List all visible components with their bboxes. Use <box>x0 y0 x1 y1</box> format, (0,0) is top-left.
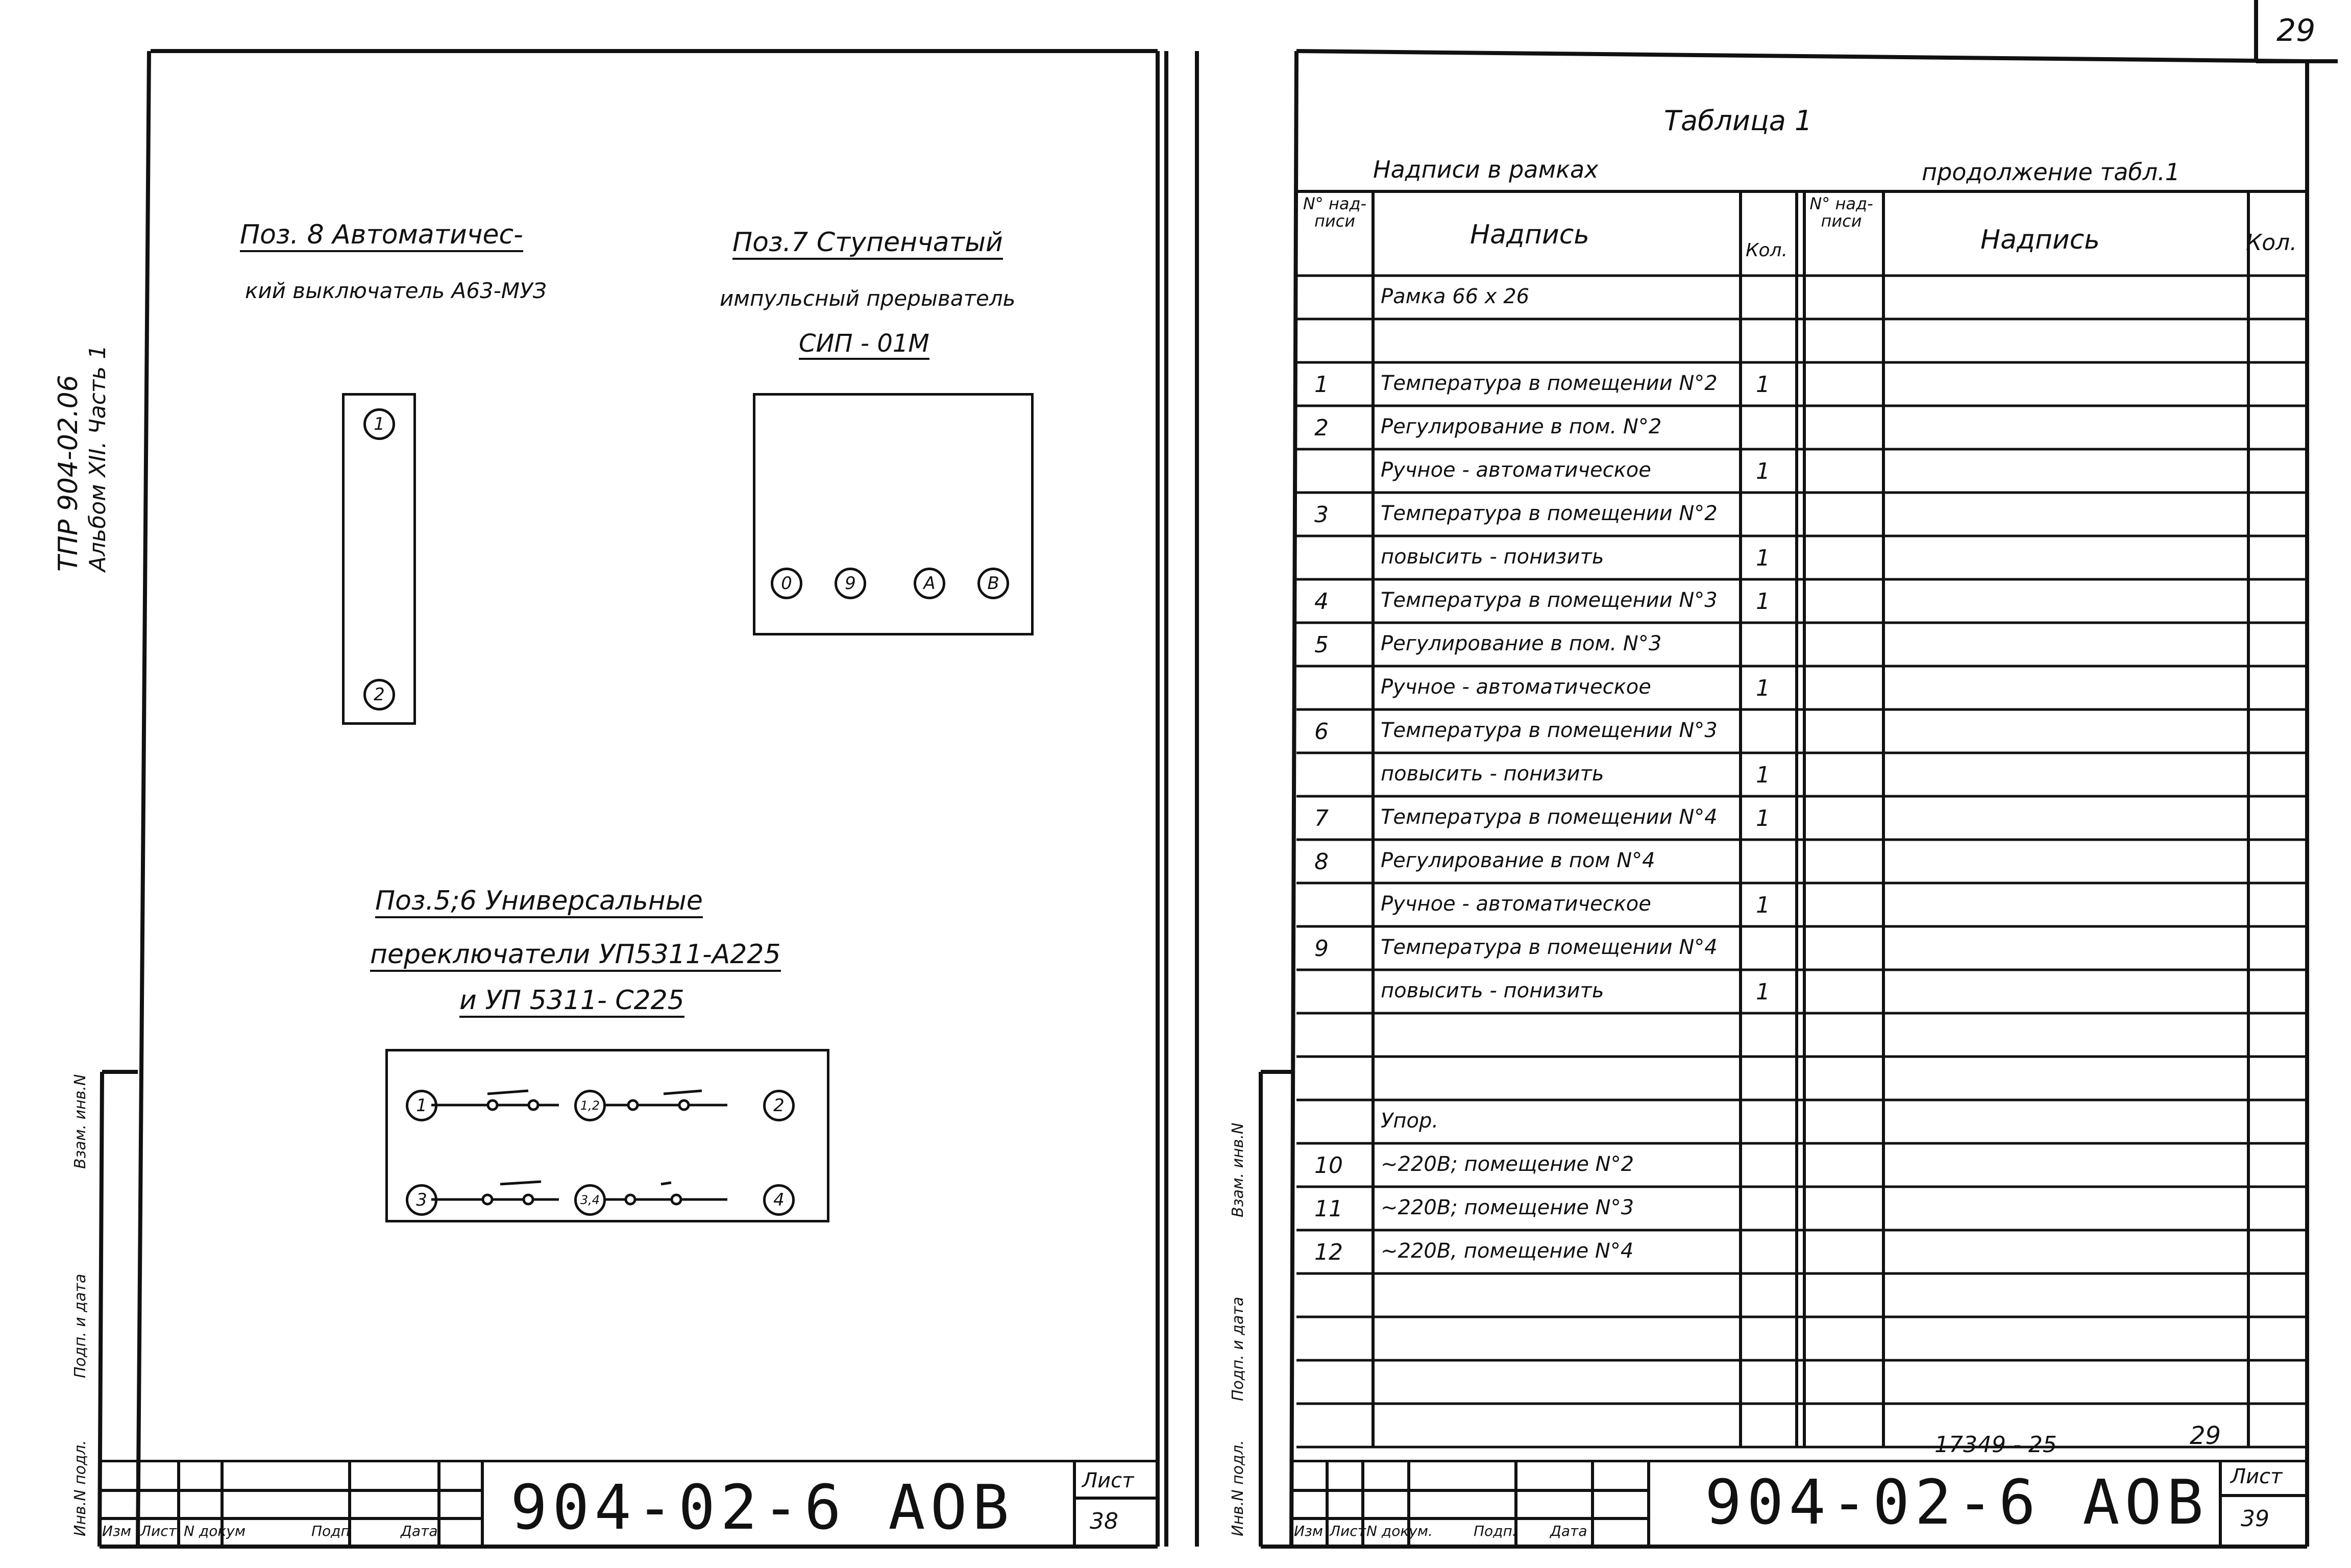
left-side-label-1: Взам. инв.N <box>71 1074 89 1169</box>
table-row-qty: 1 <box>1756 979 1770 1005</box>
right-stamp-h-izm: Изм <box>1294 1523 1323 1539</box>
table-row-no: 2 <box>1314 415 1329 441</box>
right-sheet-number: 39 <box>2241 1506 2269 1532</box>
table-row-no: 5 <box>1314 632 1329 658</box>
pos8-title-1: Поз. 8 Автоматичес- <box>240 219 523 252</box>
pos56-terminal-1: 1 <box>406 1090 437 1121</box>
pos56-terminal-4: 4 <box>763 1184 795 1216</box>
left-side-label-3: Инв.N подл. <box>71 1440 89 1536</box>
table-row-no: 9 <box>1314 936 1329 962</box>
pos7-title-3: СИП - 01М <box>799 329 929 360</box>
table-row-qty: 1 <box>1756 458 1770 484</box>
pos8-terminal-1: 1 <box>363 408 395 440</box>
side-text-line1: ТПР 904-02.06 <box>53 375 84 572</box>
pos7-terminal-9: 9 <box>835 568 866 599</box>
table-right-header-no: N° над- писи <box>1809 194 1873 231</box>
right-side-label-1: Взам. инв.N <box>1229 1122 1247 1217</box>
pos7-terminal-a: А <box>914 568 945 599</box>
table-row-qty: 1 <box>1756 892 1770 918</box>
table-row-no: 3 <box>1314 502 1329 528</box>
table-row-qty: 1 <box>1756 589 1770 615</box>
right-doc-code: 904-02-6 АОВ <box>1705 1467 2209 1538</box>
right-side-label-2: Подп. и дата <box>1229 1296 1247 1401</box>
table-row-no: 12 <box>1314 1239 1343 1265</box>
table-row-text: ~220В; помещение N°2 <box>1381 1153 1634 1176</box>
left-doc-code: 904-02-6 АОВ <box>510 1473 1014 1544</box>
right-stamp-h-doc: N докум. <box>1366 1523 1433 1539</box>
side-text-line2: Альбом XII. Часть 1 <box>85 345 111 572</box>
table-row-text: Температура в помещении N°3 <box>1381 719 1718 742</box>
left-sheet-number: 38 <box>1090 1508 1118 1534</box>
table-row-qty: 1 <box>1756 805 1770 831</box>
table-right-subtitle: продолжение табл.1 <box>1922 158 2181 186</box>
table-row-text: Регулирование в пом. N°3 <box>1381 632 1662 655</box>
pos56-title-2: переключатели УП5311-А225 <box>370 939 781 972</box>
table-row-text: Ручное - автоматическое <box>1381 458 1651 482</box>
table-row-no: 4 <box>1314 589 1329 615</box>
right-stamp-headers <box>1294 1523 1606 1539</box>
pos8-terminal-2: 2 <box>363 679 395 710</box>
table-row-text: Температура в помещении N°2 <box>1381 372 1718 395</box>
table-row-text: Ручное - автоматическое <box>1381 675 1651 699</box>
right-stamp-h-podp: Подп. <box>1474 1523 1517 1539</box>
table-row-text: повысить - понизить <box>1381 979 1604 1002</box>
pos7-terminal-0: 0 <box>771 568 802 599</box>
right-stamp-h-date: Дата <box>1550 1523 1587 1539</box>
left-sheet-label: Лист <box>1082 1469 1134 1492</box>
pos56-title-3: и УП 5311- С225 <box>459 985 684 1018</box>
right-side-label-3: Инв.N подл. <box>1229 1440 1247 1536</box>
table-left-subtitle: Надписи в рамках <box>1373 156 1599 183</box>
table-left-header-no: N° над- писи <box>1303 194 1367 231</box>
table-row-text: Регулирование в пом. N°2 <box>1381 415 1662 438</box>
table-row-text: Температура в помещении N°4 <box>1381 936 1718 959</box>
table-right-header-text: Надпись <box>1980 225 2100 255</box>
table-footer-note: 17349 - 25 <box>1934 1432 2057 1458</box>
table-row-no: 1 <box>1314 372 1329 398</box>
table-row-qty: 1 <box>1756 762 1770 788</box>
table-row-text: повысить - понизить <box>1381 762 1604 786</box>
page-number-top: 29 <box>2276 13 2316 48</box>
table-row-qty: 1 <box>1756 675 1770 701</box>
pos7-title-2: импульсный прерыватель <box>720 286 1016 311</box>
left-stamp-h-list: Лист <box>140 1523 177 1539</box>
left-stamp-h-izm: Изм <box>102 1523 131 1539</box>
table-row-text: ~220В, помещение N°4 <box>1381 1239 1634 1263</box>
table-left-header-qty: Кол. <box>1746 240 1788 261</box>
pos56-title-1: Поз.5;6 Универсальные <box>375 886 703 918</box>
pos56-terminal-12: 1,2 <box>574 1090 606 1121</box>
pos56-terminal-2: 2 <box>763 1090 795 1121</box>
table-row-text: Ручное - автоматическое <box>1381 892 1651 916</box>
table-row-text: Рамка 66 х 26 <box>1381 285 1530 308</box>
pos7-terminal-b: В <box>977 568 1009 599</box>
table-row-text: Регулирование в пом N°4 <box>1381 849 1655 872</box>
table-row-text: Температура в помещении N°3 <box>1381 589 1718 612</box>
table-row-text: Температура в помещении N°2 <box>1381 502 1718 525</box>
pos56-terminal-34: 3,4 <box>574 1184 606 1216</box>
left-stamp-h-doc: N докум <box>184 1523 246 1539</box>
table-row-text: Упор. <box>1381 1109 1439 1133</box>
table-row-text: повысить - понизить <box>1381 545 1604 569</box>
pos7-title-1: Поз.7 Ступенчатый <box>732 227 1003 260</box>
table-row-no: 6 <box>1314 719 1329 745</box>
table-row-no: 11 <box>1314 1196 1343 1222</box>
table-row-text: Температура в помещении N°4 <box>1381 805 1718 829</box>
right-sheet-label: Лист <box>2231 1465 2283 1488</box>
left-side-label-2: Подп. и дата <box>71 1273 89 1378</box>
table-row-no: 10 <box>1314 1153 1343 1179</box>
right-stamp-h-list: Лист <box>1330 1523 1366 1539</box>
table-footer-page: 29 <box>2190 1422 2221 1450</box>
table-row-qty: 1 <box>1756 372 1770 398</box>
left-stamp-h-date: Дата <box>401 1523 438 1539</box>
table-row-no: 8 <box>1314 849 1329 875</box>
table-left-header-text: Надпись <box>1470 219 1589 250</box>
table-row-qty: 1 <box>1756 545 1770 571</box>
left-stamp-h-podp: Подп <box>311 1523 350 1539</box>
table-row-text: ~220В; помещение N°3 <box>1381 1196 1634 1219</box>
table-right-header-qty: Кол. <box>2246 230 2297 256</box>
table-row-no: 7 <box>1314 805 1329 831</box>
pos8-title-2: кий выключатель А63-МУЗ <box>245 278 547 303</box>
table-title: Таблица 1 <box>1664 105 1813 137</box>
pos56-terminal-3: 3 <box>406 1184 437 1216</box>
